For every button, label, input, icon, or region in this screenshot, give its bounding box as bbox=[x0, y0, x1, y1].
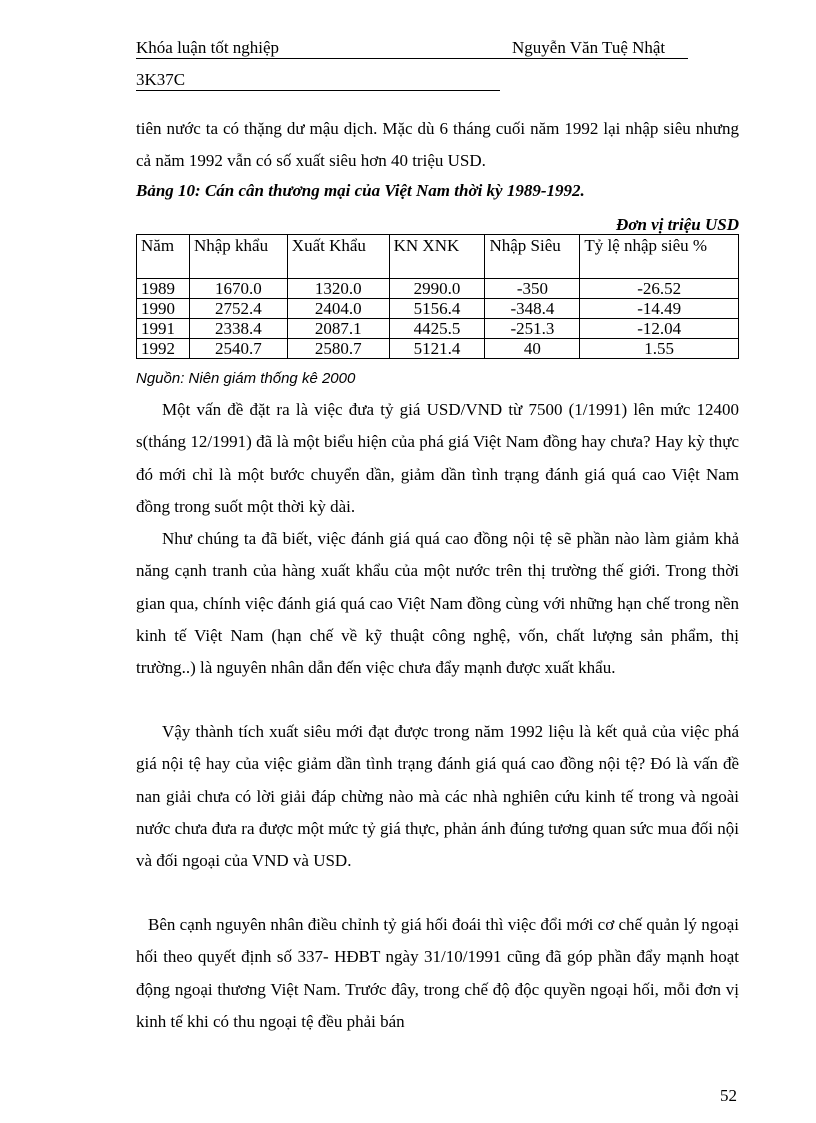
body-paragraph: Một vấn đề đặt ra là việc đưa tỷ giá USD/VND từ 7500 (1/1991) lên mức 12400 s(tháng 12/1991) đã là một biểu hiện của phá giá Việt Nam đồng hay chưa? Hay kỳ thực đó mới chỉ là một bước chuyển dần, giảm dần tình trạng đánh giá quá cao Việt Nam đồng trong suốt một thời kỳ dài. bbox=[136, 400, 739, 516]
table-cell: 2580.7 bbox=[287, 339, 389, 359]
trade-balance-table bbox=[136, 234, 739, 359]
body-paragraph: Bên cạnh nguyên nhân điều chỉnh tỷ giá hối đoái thì việc đổi mới cơ chế quản lý ngoại hối theo quyết định số 337- HĐBT ngày 31/10/1991 cũng đã góp phần đẩy mạnh hoạt động ngoại thương Việt Nam. Trước đây, trong chế độ độc quyền ngoại hối, mỗi đơn vị kinh tế khi có thu ngoại tệ đều phải bán bbox=[136, 915, 739, 1031]
table-cell: 1990 bbox=[137, 299, 190, 319]
table-cell: -12.04 bbox=[580, 319, 739, 339]
table-cell: 2752.4 bbox=[189, 299, 287, 319]
body-paragraph: Như chúng ta đã biết, việc đánh giá quá cao đồng nội tệ sẽ phần nào làm giảm khả năng cạnh tranh của hàng xuất khẩu của một nước trên thị trường thế giới. Trong thời gian qua, chính việc đánh giá quá cao Việt Nam đồng cùng với những hạn chế trong nền kinh tế Việt Nam (hạn chế về kỹ thuật công nghệ, vốn, chất lượng sản phẩm, thị trường..) là nguyên nhân dẫn đến việc chưa đẩy mạnh được xuất khẩu. bbox=[136, 529, 739, 678]
table-unit-label: Đơn vị triệu USD bbox=[616, 215, 739, 234]
table-cell: 1991 bbox=[137, 319, 190, 339]
table-cell: 5121.4 bbox=[389, 339, 485, 359]
table-row bbox=[137, 299, 739, 319]
table-cell: 4425.5 bbox=[389, 319, 485, 339]
table-cell: -348.4 bbox=[485, 299, 580, 319]
header-class-code: 3K37C bbox=[136, 70, 186, 89]
column-header: Xuất Khẩu bbox=[287, 235, 389, 279]
table-row bbox=[137, 319, 739, 339]
body-paragraph: Vậy thành tích xuất siêu mới đạt được trong năm 1992 liệu là kết quả của việc phá giá nội tệ hay của việc giảm dần tình trạng đánh giá quá cao đồng nội tệ? Đó là vấn đề nan giải chưa có lời giải đáp chừng nào mà các nhà nghiên cứu kinh tế trong và ngoài nước chưa đưa ra được một mức tỷ giá thực, phản ánh đúng tương quan sức mua đối nội và đối ngoại của VND và USD. bbox=[136, 722, 739, 871]
column-header: KN XNK bbox=[389, 235, 485, 279]
header-underline bbox=[136, 58, 688, 59]
table-cell: 5156.4 bbox=[389, 299, 485, 319]
table-cell: -26.52 bbox=[580, 279, 739, 299]
header-thesis-title: Khóa luận tốt nghiệp bbox=[136, 38, 280, 57]
table-cell: 1992 bbox=[137, 339, 190, 359]
table-cell: -14.49 bbox=[580, 299, 739, 319]
intro-paragraph: tiên nước ta có thặng dư mậu dịch. Mặc dù 6 tháng cuối năm 1992 lại nhập siêu nhưng cả năm 1992 vẫn có số xuất siêu hơn 40 triệu USD. bbox=[136, 119, 739, 171]
table-cell: 2990.0 bbox=[389, 279, 485, 299]
table-row bbox=[137, 339, 739, 359]
header-sub-underline bbox=[136, 90, 500, 91]
table-header-row bbox=[137, 235, 739, 279]
table-cell: 1320.0 bbox=[287, 279, 389, 299]
table-cell: 2404.0 bbox=[287, 299, 389, 319]
table-source-note: Nguồn: Niên giám thống kê 2000 bbox=[136, 370, 356, 387]
table-row bbox=[137, 279, 739, 299]
column-header: Năm bbox=[137, 235, 190, 279]
table-cell: -251.3 bbox=[485, 319, 580, 339]
table-cell: 1670.0 bbox=[189, 279, 287, 299]
column-header: Nhập khẩu bbox=[189, 235, 287, 279]
table-cell: 2087.1 bbox=[287, 319, 389, 339]
table-cell: 1.55 bbox=[580, 339, 739, 359]
table-cell: 2540.7 bbox=[189, 339, 287, 359]
table-cell: -350 bbox=[485, 279, 580, 299]
table-cell: 1989 bbox=[137, 279, 190, 299]
table-caption: Bảng 10: Cán cân thương mại của Việt Nam thời kỳ 1989-1992. bbox=[136, 181, 585, 200]
table-cell: 40 bbox=[485, 339, 580, 359]
table-cell: 2338.4 bbox=[189, 319, 287, 339]
header-author-name: Nguyễn Văn Tuệ Nhật bbox=[512, 38, 666, 57]
column-header: Nhập Siêu bbox=[485, 235, 580, 279]
page-number: 52 bbox=[720, 1086, 737, 1105]
column-header: Tỷ lệ nhập siêu % bbox=[580, 235, 739, 279]
